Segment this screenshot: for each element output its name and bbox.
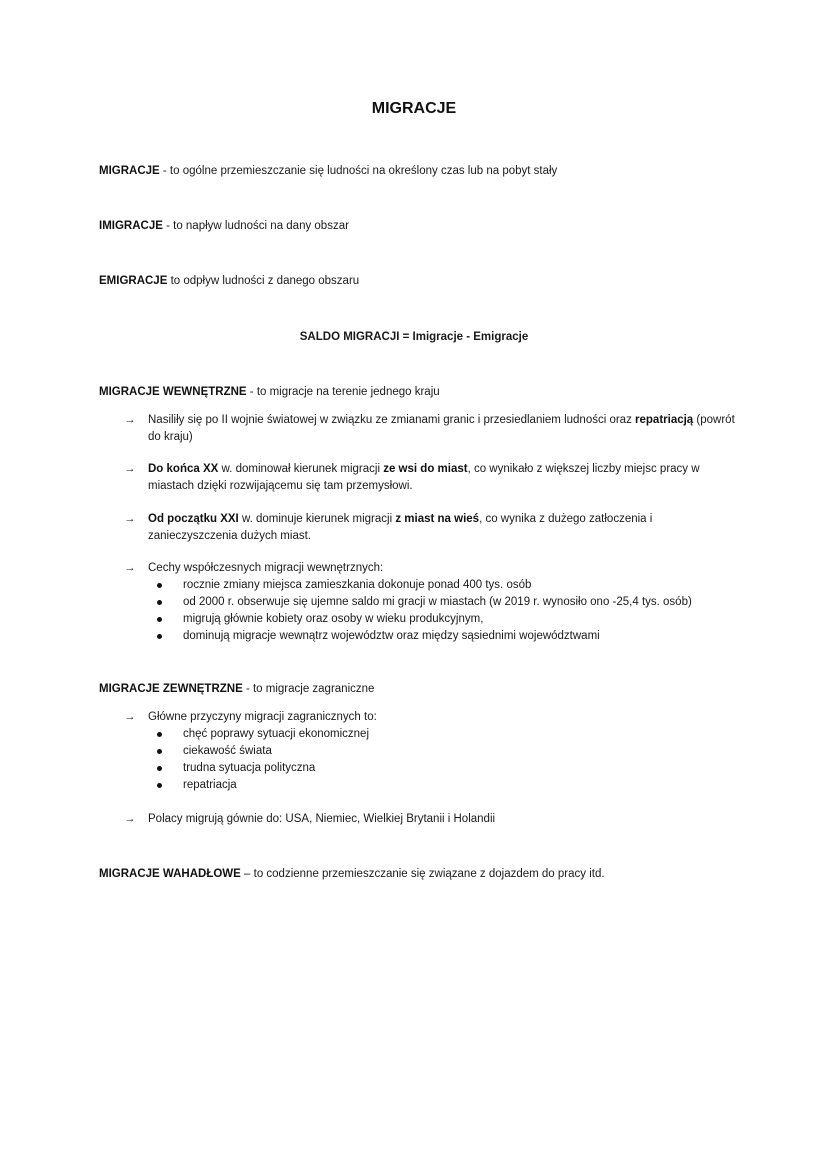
list-item-arrow (124, 511, 744, 545)
text-segment: w. dominował kierunek migracji (218, 463, 384, 475)
list-item-text: Polacy migrują gównie do: USA, Niemiec, Wielkiej Brytanii i Holandii (148, 813, 496, 825)
bullet-item (148, 577, 744, 594)
bold-segment: ze wsi do miast (383, 463, 468, 475)
list-item-arrow (124, 709, 744, 794)
term-emigracje: EMIGRACJE (99, 275, 168, 287)
list-item-arrow (124, 811, 744, 828)
bullet-icon (157, 766, 162, 771)
bold-segment: Do końca XX (148, 463, 219, 475)
bullet-icon (157, 749, 162, 754)
definition-migracje-wahadlowe (99, 866, 739, 883)
bullet-text: chęć poprawy sytuacji ekonomicznej (183, 728, 370, 740)
list-item-text (148, 461, 744, 495)
term-wahadlowe: MIGRACJE WAHADŁOWE (99, 868, 241, 880)
bold-segment: repatriacją (635, 414, 694, 426)
definition-emigracje (99, 273, 739, 290)
saldo-formula: SALDO MIGRACJI = Imigracje - Emigracje (299, 331, 529, 343)
bullet-item (148, 628, 744, 645)
bullet-item (148, 594, 744, 611)
definition-text: – to codzienne przemieszczanie się związane z dojazdem do pracy itd. (240, 868, 605, 880)
text-segment: , co wynikało z większej liczby miejsc pracy w miastach dzięki rozwijającemu się tam przemysłowi. (148, 463, 700, 492)
list-item-arrow (124, 461, 744, 495)
bullet-icon (157, 783, 162, 788)
bullet-icon (157, 634, 162, 639)
bullet-text: repatriacja (183, 779, 237, 791)
arrow-icon: → (124, 813, 136, 825)
bullet-item (148, 760, 744, 777)
bullet-text: trudna sytuacja polityczna (183, 762, 316, 774)
text-segment: , co wynika z dużego zatłoczenia i zanieczyszczenia dużych miast. (148, 513, 653, 542)
definition-text: - to ogólne przemieszczanie się ludności na określony czas lub na pobyt stały (159, 165, 558, 177)
bullet-list (148, 726, 744, 794)
definition-text: - to migracje na terenie jednego kraju (246, 386, 440, 398)
arrow-icon: → (124, 463, 136, 475)
list-item-text (148, 412, 744, 446)
bullet-list (148, 577, 744, 645)
definition-text: to odpływ ludności z danego obszaru (167, 275, 360, 287)
definition-text: - to napływ ludności na dany obszar (162, 220, 349, 232)
list-item-arrow (124, 412, 744, 446)
list-item-text: Główne przyczyny migracji zagranicznych to: (148, 711, 377, 723)
arrow-icon: → (124, 711, 136, 723)
bullet-text: ciekawość świata (183, 745, 272, 757)
bullet-icon (157, 583, 162, 588)
bullet-text: rocznie zmiany miejsca zamieszkania dokonuje ponad 400 tys. osób (183, 579, 532, 591)
bullet-item (148, 743, 744, 760)
text-segment: (powrót do kraju) (148, 414, 735, 443)
bullet-icon (157, 617, 162, 622)
bullet-text: dominują migracje wewnątrz województw oraz między sąsiednimi województwami (183, 630, 600, 642)
bullet-item (148, 777, 744, 794)
bullet-text: od 2000 r. obserwuje się ujemne saldo mi gracji w miastach (w 2019 r. wynosiło ono -25,4 tys. osób) (183, 596, 692, 608)
term-imigracje: IMIGRACJE (99, 220, 163, 232)
text-segment: Nasiliły się po II wojnie światowej w związku ze zmianami granic i przesiedlaniem ludności oraz (148, 414, 636, 426)
arrow-icon: → (124, 513, 136, 525)
bullet-item (148, 611, 744, 628)
heading-migracje-zewnetrzne (99, 681, 739, 698)
definition-imigracje (99, 218, 739, 235)
term-wewnetrzne: MIGRACJE WEWNĘTRZNE (99, 386, 247, 398)
page-title: MIGRACJE (371, 100, 457, 117)
bullet-icon (157, 732, 162, 737)
text-segment: w. dominuje kierunek migracji (238, 513, 396, 525)
list-item-text: Cechy współczesnych migracji wewnętrznych: (148, 562, 384, 574)
bold-segment: z miast na wieś (395, 513, 480, 525)
term-migracje: MIGRACJE (99, 165, 160, 177)
term-zewnetrzne: MIGRACJE ZEWNĘTRZNE (99, 683, 243, 695)
arrow-icon: → (124, 562, 136, 574)
arrow-icon: → (124, 414, 136, 426)
definition-text: - to migracje zagraniczne (242, 683, 375, 695)
heading-migracje-wewnetrzne (99, 384, 739, 401)
bullet-item (148, 726, 744, 743)
bold-segment: Od początku XXI (148, 513, 239, 525)
list-item-arrow (124, 560, 744, 645)
definition-migracje (99, 163, 739, 180)
list-item-text (148, 511, 744, 545)
bullet-text: migrują głównie kobiety oraz osoby w wieku produkcyjnym, (183, 613, 484, 625)
bullet-icon (157, 600, 162, 605)
